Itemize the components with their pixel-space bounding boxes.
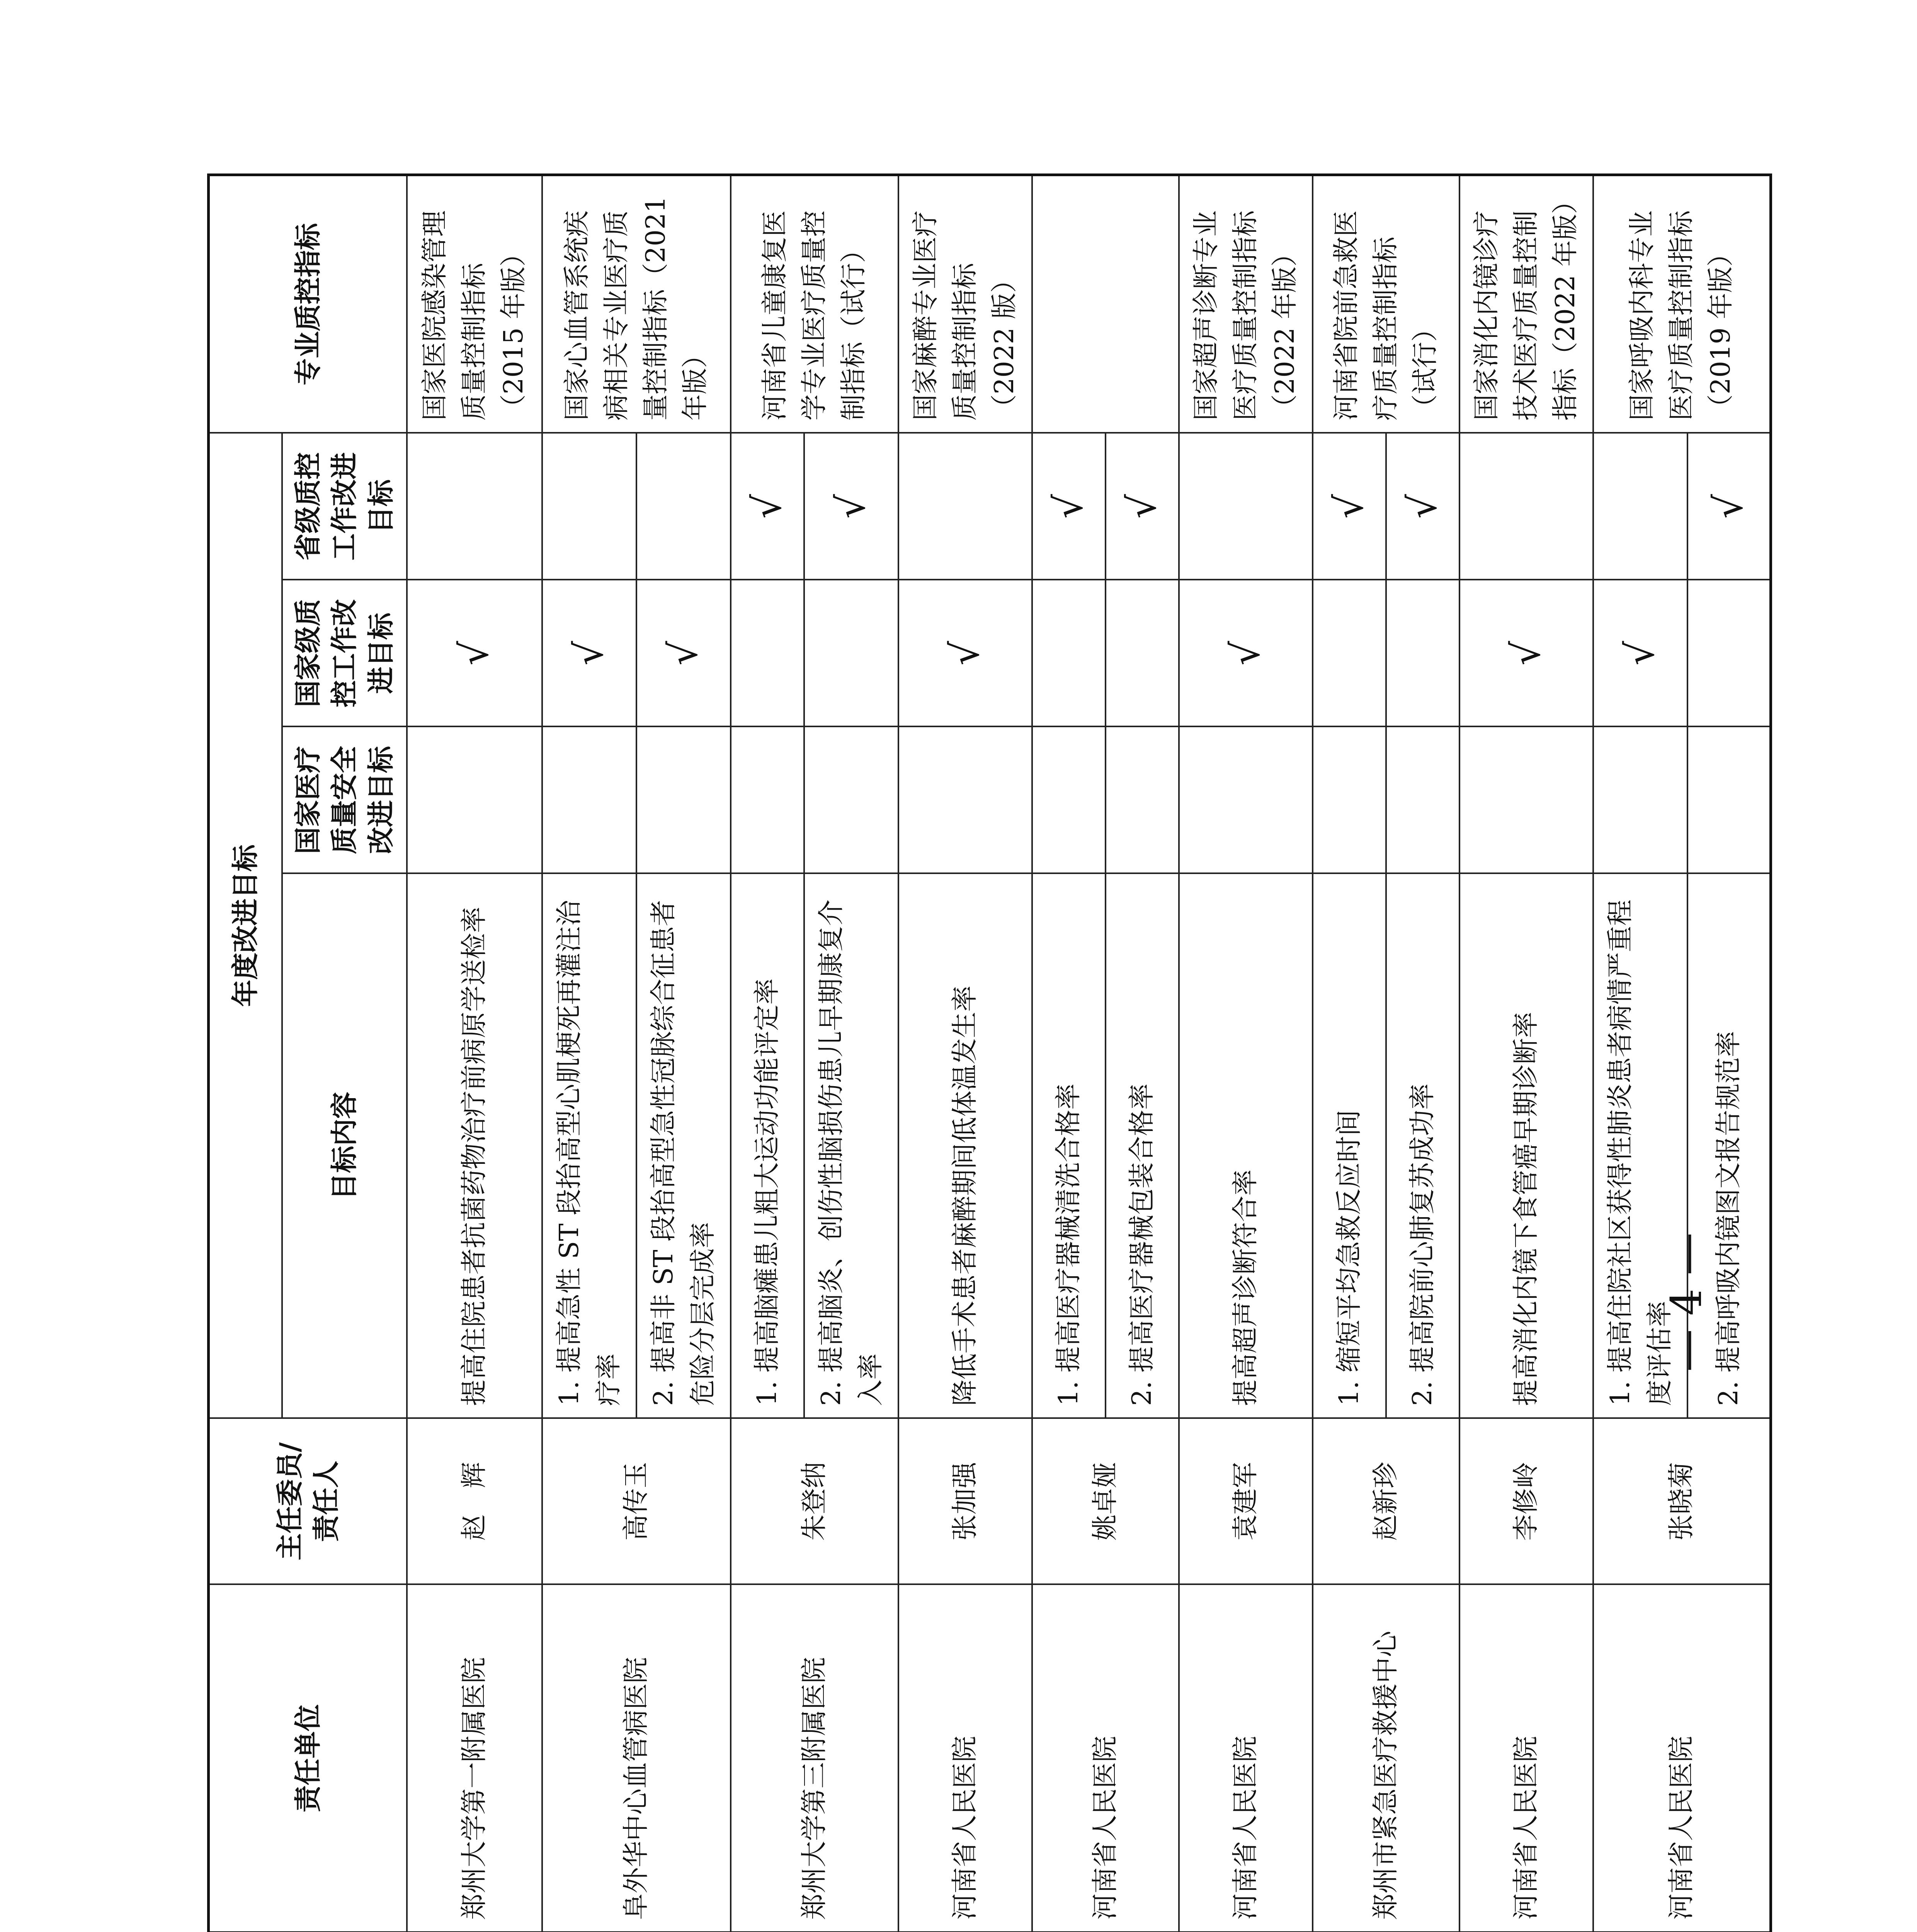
- target-content-cell: 2. 提高非 ST 段抬高型急性冠脉综合征患者危险分层完成率: [636, 874, 731, 1418]
- national-qc-check: [804, 580, 898, 727]
- provincial-qc-check: √: [731, 433, 804, 580]
- responsible-person-cell: 赵新珍: [1313, 1418, 1459, 1585]
- national-safety-check: [542, 727, 636, 874]
- national-qc-check: √: [1459, 580, 1593, 727]
- target-content-cell: 提高住院患者抗菌药物治疗前病原学送检率: [407, 874, 542, 1418]
- responsible-unit-cell: 河南省人民医院: [898, 1585, 1032, 1932]
- national-safety-check: [636, 727, 731, 874]
- national-qc-check: √: [542, 580, 636, 727]
- national-safety-check: [1106, 727, 1179, 874]
- target-content-cell: 2. 提高脑炎、创伤性脑损伤患儿早期康复介入率: [804, 874, 898, 1418]
- header-provincial-qc-goal: 省级质控工作改进目标: [282, 433, 407, 580]
- national-safety-check: [1386, 727, 1459, 874]
- responsible-unit-cell: 河南省人民医院: [1593, 1585, 1771, 1932]
- responsible-person-cell: 张加强: [898, 1418, 1032, 1585]
- indicator-cell: 国家医院感染管理质量控制指标（2015 年版）: [407, 175, 542, 433]
- national-qc-check: √: [1593, 580, 1687, 727]
- provincial-qc-check: [1593, 433, 1687, 580]
- national-qc-check: √: [636, 580, 731, 727]
- indicator-cell: 国家呼吸内科专业医疗质量控制指标（2019 年版）: [1593, 175, 1771, 433]
- provincial-qc-check: √: [1687, 433, 1771, 580]
- national-safety-check: [1179, 727, 1313, 874]
- indicator-cell: 河南省儿童康复医学专业医疗质量控制指标（试行）: [731, 175, 898, 433]
- responsible-unit-cell: 郑州市紧急医疗救援中心: [1313, 1585, 1459, 1932]
- target-content-cell: 提高消化内镜下食管癌早期诊断率: [1459, 874, 1593, 1418]
- table-row: [1593, 175, 1687, 1932]
- responsible-person-cell: 赵 辉: [407, 1418, 542, 1585]
- responsible-person-cell: 张晓菊: [1593, 1418, 1771, 1585]
- header-indicator: 专业质控指标: [209, 175, 407, 433]
- table-row: [731, 175, 804, 1932]
- responsible-person-cell: 高传玉: [542, 1418, 731, 1585]
- page-number: — 4 —: [1662, 1233, 1711, 1372]
- indicator-cell: 河南省院前急救医疗质量控制指标（试行）: [1313, 175, 1459, 433]
- table-row: [1032, 175, 1106, 1932]
- national-safety-check: [1687, 727, 1771, 874]
- indicator-cell: [1032, 175, 1179, 433]
- responsible-unit-cell: 河南省人民医院: [1179, 1585, 1313, 1932]
- provincial-qc-check: √: [1313, 433, 1386, 580]
- quality-control-table: [207, 173, 1772, 1932]
- target-content-cell: 1. 缩短平均急救反应时间: [1313, 874, 1386, 1418]
- indicator-cell: 国家心血管系统疾病相关专业医疗质量控制指标（2021 年版）: [542, 175, 731, 433]
- target-content-cell: 1. 提高住院社区获得性肺炎患者病情严重程度评估率: [1593, 874, 1687, 1418]
- indicator-cell: 国家超声诊断专业医疗质量控制指标（2022 年版）: [1179, 175, 1313, 433]
- table-row: [898, 175, 1032, 1932]
- header-national-safety-goal: 国家医疗质量安全改进目标: [282, 727, 407, 874]
- national-qc-check: √: [898, 580, 1032, 727]
- provincial-qc-check: [636, 433, 731, 580]
- provincial-qc-check: √: [804, 433, 898, 580]
- target-content-cell: 1. 提高脑瘫患儿粗大运动功能评定率: [731, 874, 804, 1418]
- provincial-qc-check: √: [1386, 433, 1459, 580]
- table-row: [407, 175, 542, 1932]
- table-row: [1459, 175, 1593, 1932]
- responsible-person-cell: 李修岭: [1459, 1418, 1593, 1585]
- responsible-unit-cell: 阜外华中心血管病医院: [542, 1585, 731, 1932]
- provincial-qc-check: [407, 433, 542, 580]
- target-content-cell: 降低手术患者麻醉期间低体温发生率: [898, 874, 1032, 1418]
- target-content-cell: 1. 提高医疗器械清洗合格率: [1032, 874, 1106, 1418]
- provincial-qc-check: [1179, 433, 1313, 580]
- header-unit: 责任单位: [209, 1585, 407, 1932]
- header-person: 主任委员/责任人: [209, 1418, 407, 1585]
- indicator-cell: 国家消化内镜诊疗技术医疗质量控制指标（2022 年版）: [1459, 175, 1593, 433]
- national-qc-check: [731, 580, 804, 727]
- target-content-cell: 提高超声诊断符合率: [1179, 874, 1313, 1418]
- table-row: [1313, 175, 1386, 1932]
- target-content-cell: 2. 提高呼吸内镜图文报告规范率: [1687, 874, 1771, 1418]
- national-safety-check: [1593, 727, 1687, 874]
- provincial-qc-check: √: [1032, 433, 1106, 580]
- header-national-qc-goal: 国家级质控工作改进目标: [282, 580, 407, 727]
- national-qc-check: [1687, 580, 1771, 727]
- responsible-unit-cell: 河南省人民医院: [1459, 1585, 1593, 1932]
- responsible-person-cell: 姚卓娅: [1032, 1418, 1179, 1585]
- national-safety-check: [1032, 727, 1106, 874]
- target-content-cell: 1. 提高急性 ST 段抬高型心肌梗死再灌注治疗率: [542, 874, 636, 1418]
- responsible-person-cell: 朱登纳: [731, 1418, 898, 1585]
- national-qc-check: [1313, 580, 1386, 727]
- national-qc-check: √: [1179, 580, 1313, 727]
- responsible-person-cell: 袁建军: [1179, 1418, 1313, 1585]
- responsible-unit-cell: 郑州大学第三附属医院: [731, 1585, 898, 1932]
- table-row: [1179, 175, 1313, 1932]
- table-body: [407, 175, 1771, 1932]
- responsible-unit-cell: 河南省人民医院: [1032, 1585, 1179, 1932]
- national-safety-check: [407, 727, 542, 874]
- table-row: [542, 175, 636, 1932]
- target-content-cell: 2. 提高医疗器械包装合格率: [1106, 874, 1179, 1418]
- national-qc-check: [1106, 580, 1179, 727]
- national-safety-check: [1459, 727, 1593, 874]
- national-safety-check: [1313, 727, 1386, 874]
- national-safety-check: [731, 727, 804, 874]
- provincial-qc-check: [1459, 433, 1593, 580]
- page-footer: [1662, 1179, 1778, 1372]
- indicator-cell: 国家麻醉专业医疗质量控制指标（2022 版）: [898, 175, 1032, 433]
- rotated-table-wrapper: [207, 176, 1751, 1932]
- header-annual-goals: 年度改进目标: [209, 433, 282, 1418]
- national-qc-check: [1386, 580, 1459, 727]
- national-qc-check: [1032, 580, 1106, 727]
- provincial-qc-check: [542, 433, 636, 580]
- national-safety-check: [804, 727, 898, 874]
- provincial-qc-check: [898, 433, 1032, 580]
- provincial-qc-check: √: [1106, 433, 1179, 580]
- national-safety-check: [898, 727, 1032, 874]
- header-target-content: 目标内容: [282, 874, 407, 1418]
- responsible-unit-cell: 郑州大学第一附属医院: [407, 1585, 542, 1932]
- target-content-cell: 2. 提高院前心肺复苏成功率: [1386, 874, 1459, 1418]
- national-qc-check: √: [407, 580, 542, 727]
